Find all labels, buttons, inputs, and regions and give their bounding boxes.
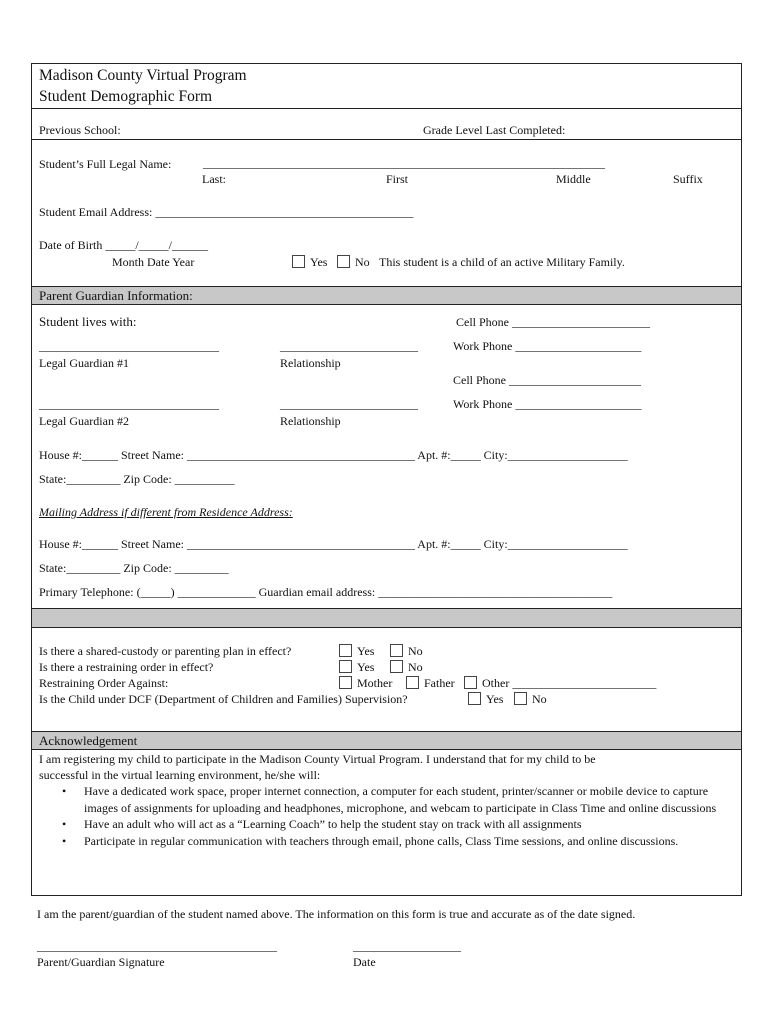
military-yes-label: Yes bbox=[310, 255, 328, 269]
legal-name-last-caption: Last: bbox=[202, 172, 226, 186]
restraining-yes-checkbox[interactable] bbox=[339, 660, 352, 673]
legal-name-field[interactable]: ___________________________________________________________________ bbox=[203, 156, 605, 170]
guardian1-label: Legal Guardian #1 bbox=[39, 356, 129, 370]
guardian2-label: Legal Guardian #2 bbox=[39, 414, 129, 428]
list-item bbox=[62, 783, 727, 816]
grade-level-label[interactable]: Grade Level Last Completed: bbox=[423, 123, 566, 137]
mailing-state-zip-field[interactable]: State:_________ Zip Code: _________ bbox=[39, 561, 229, 575]
custody-question: Is there a shared-custody or parenting plan in effect? bbox=[39, 644, 292, 658]
military-no-checkbox[interactable] bbox=[337, 255, 350, 268]
date-field[interactable]: __________________ bbox=[353, 939, 461, 953]
list-item-text: Have a dedicated work space, proper internet connection, a computer for each student, printer/scanner or mobile device to capture images of assignments for uploading and headphones, microphone, and webcam to participate in Class Time and online discussions bbox=[84, 784, 717, 815]
legal-name-first-caption: First bbox=[386, 172, 409, 186]
against-other-checkbox[interactable] bbox=[464, 676, 477, 689]
guardian2-work-phone-field[interactable]: Work Phone _____________________ bbox=[453, 397, 642, 411]
signature-label: Parent/Guardian Signature bbox=[37, 955, 165, 969]
residence-address-field[interactable]: House #:______ Street Name: ______________________________________ Apt. #:_____ City:____________________ bbox=[39, 448, 628, 462]
list-item-text: Have an adult who will act as a “Learning Coach” to help the student stay on track with all assignments bbox=[84, 817, 582, 831]
section-separator-band bbox=[32, 608, 741, 628]
legal-name-suffix-caption: Suffix bbox=[673, 172, 703, 186]
acknowledgement-intro-cont: successful in the virtual learning environment, he/she will: bbox=[39, 768, 321, 782]
custody-yes-label: Yes bbox=[357, 644, 375, 658]
divider bbox=[31, 139, 742, 140]
military-yes-checkbox[interactable] bbox=[292, 255, 305, 268]
parent-section-title: Parent Guardian Information: bbox=[39, 288, 193, 303]
guardian1-relationship-label: Relationship bbox=[280, 356, 341, 370]
guardian2-name-field[interactable]: ______________________________ bbox=[39, 397, 219, 411]
against-mother-checkbox[interactable] bbox=[339, 676, 352, 689]
legal-name-label: Student’s Full Legal Name: bbox=[39, 157, 172, 171]
dcf-question: Is the Child under DCF (Department of Children and Families) Supervision? bbox=[39, 692, 408, 706]
form-title: Madison County Virtual Program bbox=[39, 67, 247, 84]
legal-name-middle-caption: Middle bbox=[556, 172, 591, 186]
residence-state-zip-field[interactable]: State:_________ Zip Code: __________ bbox=[39, 472, 235, 486]
military-no-label: No bbox=[355, 255, 370, 269]
date-of-birth-field[interactable]: Date of Birth _____/_____/______ bbox=[39, 238, 208, 252]
custody-no-label: No bbox=[408, 644, 423, 658]
against-other-field[interactable]: Other ________________________ bbox=[482, 676, 657, 690]
custody-no-checkbox[interactable] bbox=[390, 644, 403, 657]
bullet-icon: • bbox=[62, 833, 67, 848]
dcf-no-label: No bbox=[532, 692, 547, 706]
restraining-against-label: Restraining Order Against: bbox=[39, 676, 169, 690]
date-label: Date bbox=[353, 955, 376, 969]
guardian1-name-field[interactable]: ______________________________ bbox=[39, 339, 219, 353]
mailing-address-field[interactable]: House #:______ Street Name: ______________________________________ Apt. #:_____ City:____________________ bbox=[39, 537, 628, 551]
acknowledgement-title: Acknowledgement bbox=[39, 733, 138, 748]
restraining-no-label: No bbox=[408, 660, 423, 674]
guardian1-relationship-field[interactable]: _______________________ bbox=[280, 339, 418, 353]
list-item bbox=[62, 816, 727, 833]
date-of-birth-caption: Month Date Year bbox=[112, 255, 195, 269]
against-father-checkbox[interactable] bbox=[406, 676, 419, 689]
previous-school-label[interactable]: Previous School: bbox=[39, 123, 121, 137]
against-father-label: Father bbox=[424, 676, 455, 690]
mailing-address-heading: Mailing Address if different from Residence Address: bbox=[39, 505, 293, 519]
list-item bbox=[62, 833, 727, 850]
guardian2-relationship-label: Relationship bbox=[280, 414, 341, 428]
military-statement: This student is a child of an active Military Family. bbox=[379, 255, 625, 269]
restraining-no-checkbox[interactable] bbox=[390, 660, 403, 673]
guardian1-work-phone-field[interactable]: Work Phone _____________________ bbox=[453, 339, 642, 353]
bullet-icon: • bbox=[62, 784, 67, 798]
divider bbox=[31, 108, 742, 109]
guardian2-cell-phone-field[interactable]: Cell Phone ______________________ bbox=[453, 373, 641, 387]
lives-with-label: Student lives with: bbox=[39, 314, 137, 329]
signature-field[interactable]: ________________________________________ bbox=[37, 939, 277, 953]
dcf-yes-label: Yes bbox=[486, 692, 504, 706]
against-mother-label: Mother bbox=[357, 676, 393, 690]
phone-email-field[interactable]: Primary Telephone: (_____) _____________ Guardian email address: _______________________________________ bbox=[39, 585, 613, 599]
dcf-yes-checkbox[interactable] bbox=[468, 692, 481, 705]
attestation-statement: I am the parent/guardian of the student named above. The information on this form is true and accurate as of the date signed. bbox=[37, 907, 636, 921]
acknowledgement-list bbox=[62, 783, 727, 849]
acknowledgement-header bbox=[32, 731, 741, 750]
list-item-text: Participate in regular communication with teachers through email, phone calls, Class Time sessions, and online discussions. bbox=[84, 833, 679, 848]
guardian2-relationship-field[interactable]: _______________________ bbox=[280, 397, 418, 411]
restraining-order-question: Is there a restraining order in effect? bbox=[39, 660, 214, 674]
student-email-field[interactable]: Student Email Address: ___________________________________________ bbox=[39, 205, 414, 219]
restraining-yes-label: Yes bbox=[357, 660, 375, 674]
acknowledgement-intro: I am registering my child to participate in the Madison County Virtual Program. I understand that for my child to be bbox=[39, 752, 596, 766]
form-subtitle: Student Demographic Form bbox=[39, 88, 213, 105]
dcf-no-checkbox[interactable] bbox=[514, 692, 527, 705]
custody-yes-checkbox[interactable] bbox=[339, 644, 352, 657]
guardian1-cell-phone-field[interactable]: Cell Phone _______________________ bbox=[456, 315, 650, 329]
bullet-icon: • bbox=[62, 817, 67, 831]
